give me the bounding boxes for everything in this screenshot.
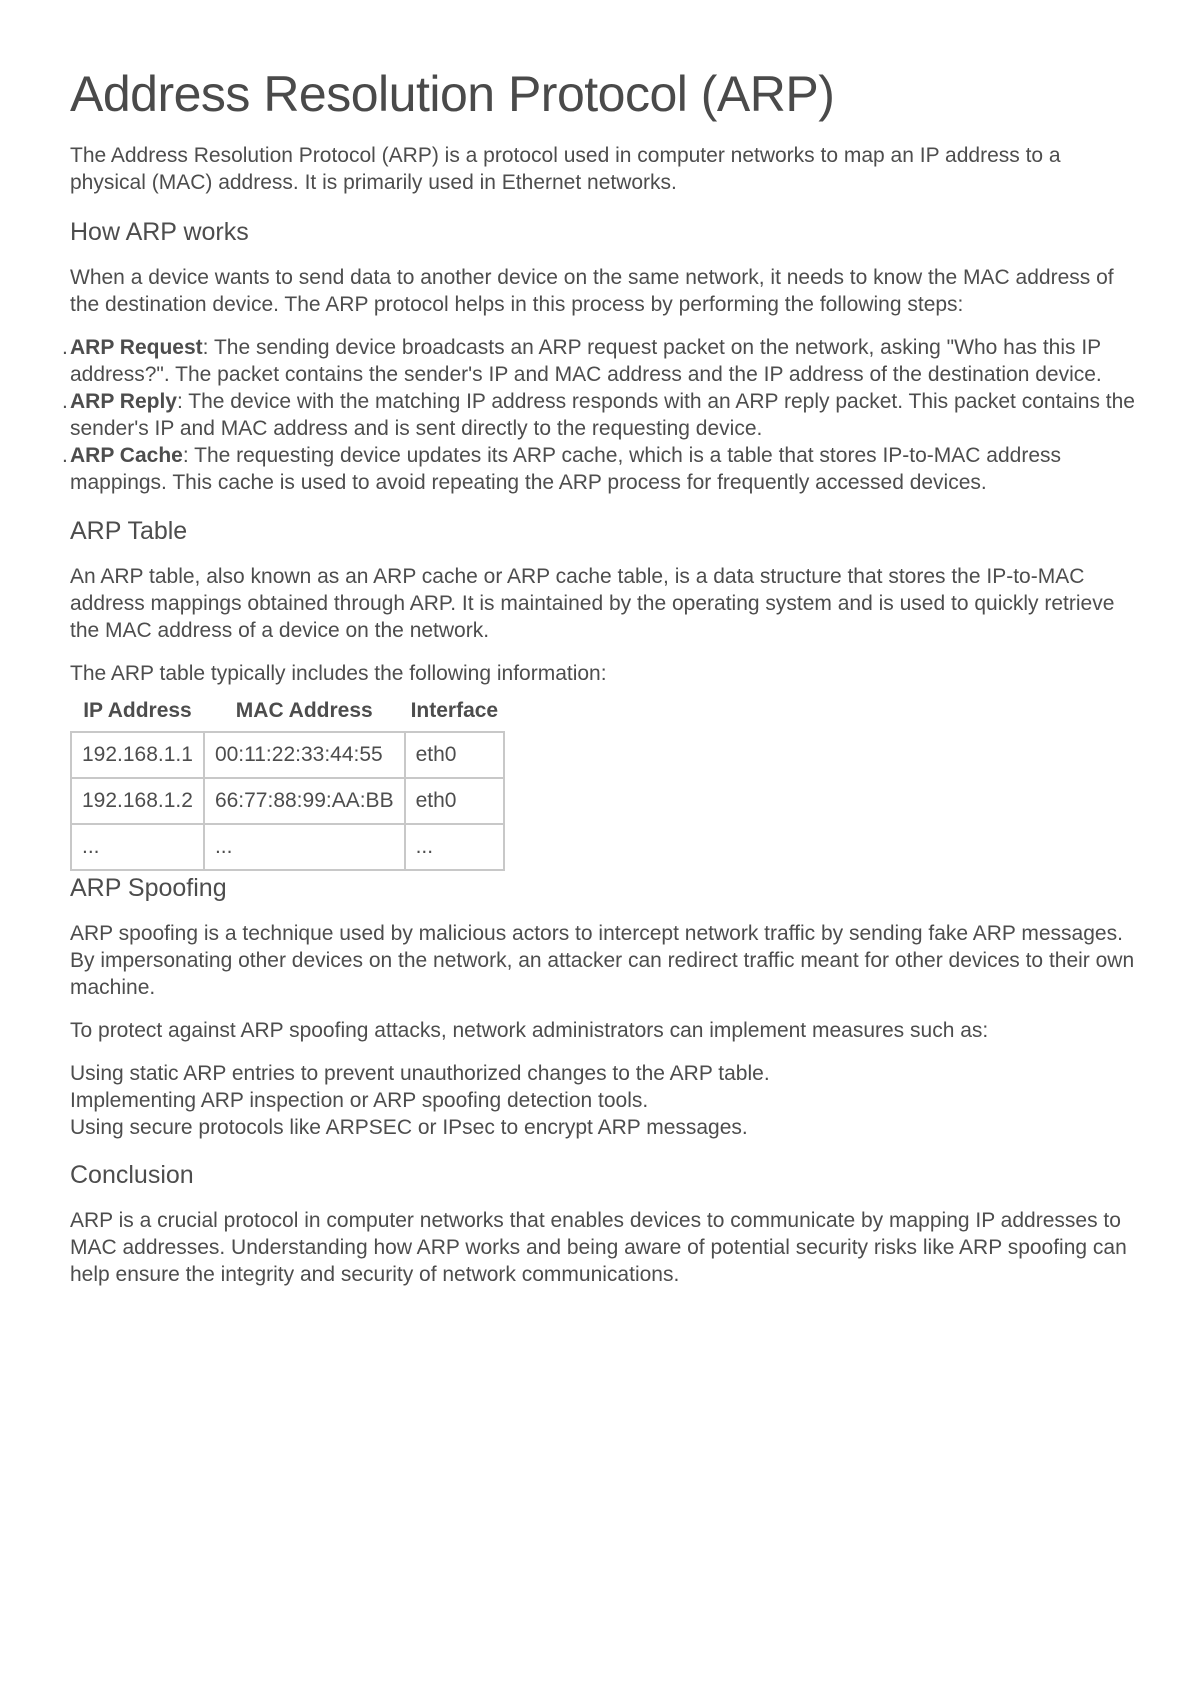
column-header-mac-address: MAC Address (235, 699, 373, 722)
table-cell: ... (71, 824, 204, 870)
list-item: Using static ARP entries to prevent unauthorized changes to the ARP table. (70, 1062, 770, 1085)
table-cell: 192.168.1.2 (71, 778, 204, 824)
list-item (62, 334, 1140, 388)
list-marker: . (62, 336, 68, 359)
step-text: : The device with the matching IP address responds with an ARP reply packet. This packet contains the sender's IP and MAC address and is sent directly to the requesting device. (70, 390, 1135, 440)
step-term: ARP Cache (70, 444, 183, 467)
page-title: Address Resolution Protocol (ARP) (70, 66, 835, 122)
list-item (62, 388, 1140, 442)
table-cell: 66:77:88:99:AA:BB (204, 778, 405, 824)
table-cell: eth0 (405, 732, 505, 778)
how-arp-works-paragraph: When a device wants to send data to another device on the same network, it needs to know the MAC address of the destination device. The ARP protocol helps in this process by performing the following steps: (70, 266, 1114, 316)
list-item (62, 442, 1140, 496)
table-cell: 00:11:22:33:44:55 (204, 732, 405, 778)
arp-steps-list (62, 334, 1140, 496)
table-row (71, 824, 504, 870)
table-cell: 192.168.1.1 (71, 732, 204, 778)
table-cell: eth0 (405, 778, 505, 824)
intro-paragraph: The Address Resolution Protocol (ARP) is a protocol used in computer networks to map an IP address to a physical (MAC) address. It is primarily used in Ethernet networks. (70, 144, 1061, 194)
arp-table-lead: The ARP table typically includes the following information: (70, 662, 607, 685)
section-heading-arp-table: ARP Table (70, 517, 188, 545)
table-header-row (71, 699, 504, 732)
step-text: : The requesting device updates its ARP cache, which is a table that stores IP-to-MAC address mappings. This cache is used to avoid repeating the ARP process for frequently accessed devices. (70, 444, 1062, 494)
column-header-ip-address: IP Address (83, 699, 192, 722)
arp-table-paragraph: An ARP table, also known as an ARP cache or ARP cache table, is a data structure that stores the IP-to-MAC address mappings obtained through ARP. It is maintained by the operating system and is used to quickly retrieve the MAC address of a device on the network. (70, 565, 1115, 642)
column-header-interface: Interface (410, 699, 499, 722)
step-term: ARP Request (70, 336, 203, 359)
list-item: Using secure protocols like ARPSEC or IPsec to encrypt ARP messages. (70, 1116, 748, 1139)
list-marker: . (62, 390, 68, 413)
step-term: ARP Reply (70, 390, 177, 413)
list-item: Implementing ARP inspection or ARP spoofing detection tools. (70, 1089, 649, 1112)
spoofing-measures-list (70, 1060, 1140, 1141)
conclusion-paragraph: ARP is a crucial protocol in computer networks that enables devices to communicate by mapping IP addresses to MAC addresses. Understanding how ARP works and being aware of potential security risks like ARP spoofing can help ensure the integrity and security of network communications. (70, 1209, 1127, 1286)
arp-table (70, 699, 505, 871)
table-cell: ... (204, 824, 405, 870)
section-heading-conclusion: Conclusion (70, 1161, 194, 1189)
table-row (71, 732, 504, 778)
table-row (71, 778, 504, 824)
section-heading-how-arp-works: How ARP works (70, 218, 249, 246)
table-cell: ... (405, 824, 505, 870)
step-text: : The sending device broadcasts an ARP request packet on the network, asking "Who has this IP address?". The packet contains the sender's IP and MAC address and the IP address of the destination device. (70, 336, 1102, 386)
arp-spoofing-lead: To protect against ARP spoofing attacks, network administrators can implement measures such as: (70, 1019, 989, 1042)
list-marker: . (62, 444, 68, 467)
arp-spoofing-paragraph: ARP spoofing is a technique used by malicious actors to intercept network traffic by sending fake ARP messages. By impersonating other devices on the network, an attacker can redirect traffic meant for other devices to their own machine. (70, 922, 1135, 999)
section-heading-arp-spoofing: ARP Spoofing (70, 874, 227, 902)
